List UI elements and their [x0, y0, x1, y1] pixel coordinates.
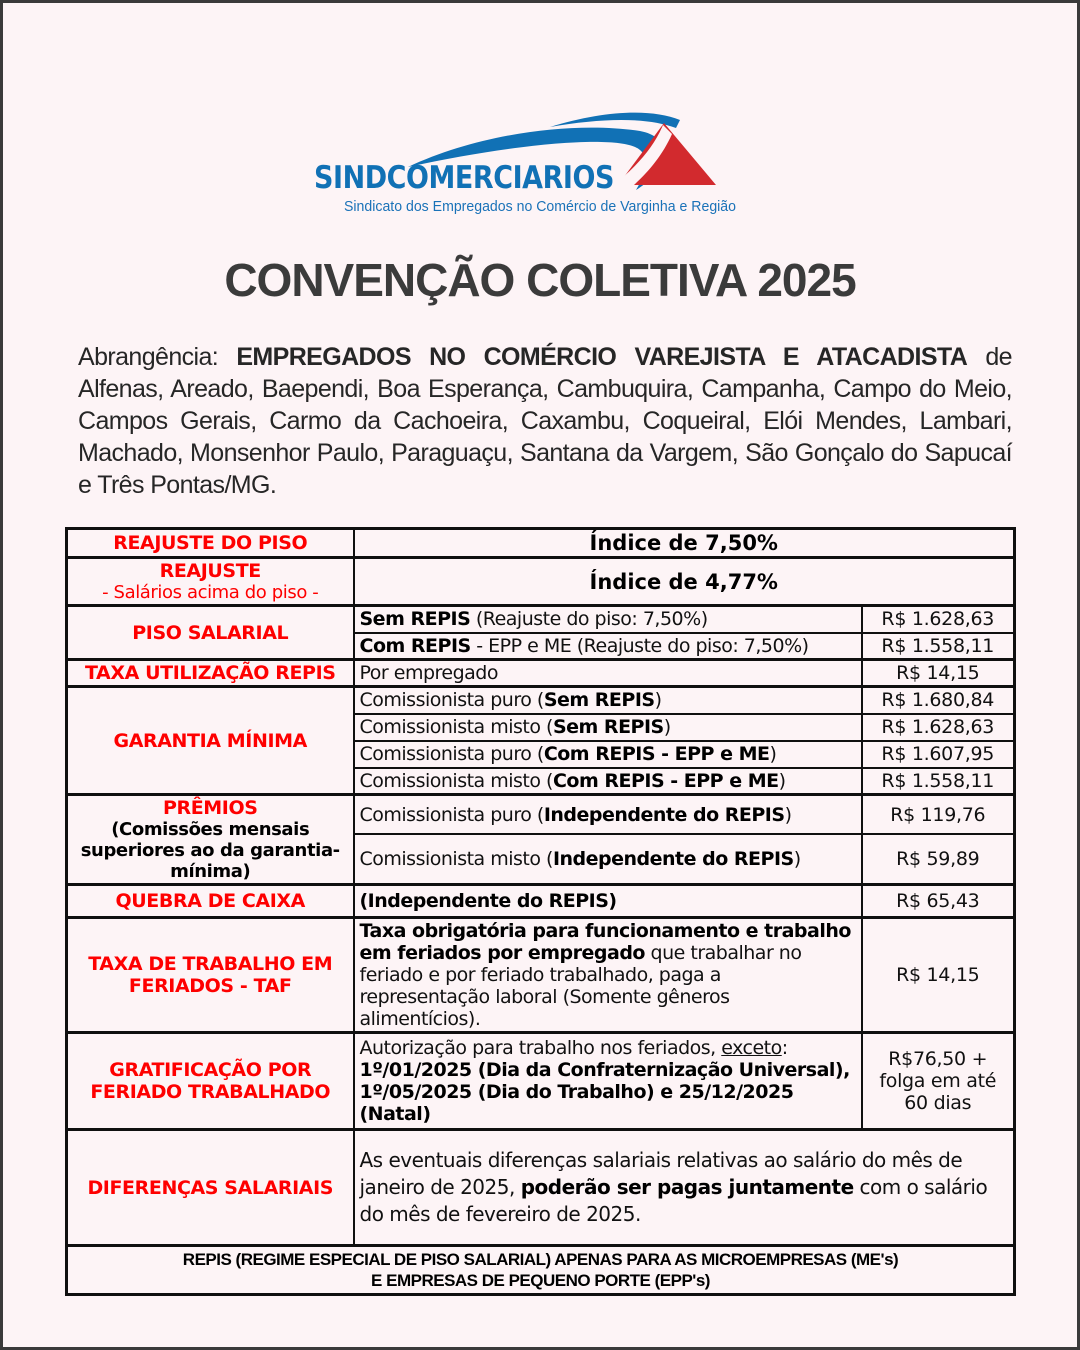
description-cell — [354, 741, 862, 768]
desc-post: ) — [793, 848, 801, 871]
label-cell — [67, 795, 354, 885]
value-cell: R$ 1.558,11 — [862, 768, 1015, 795]
description-cell — [354, 633, 862, 660]
footnote-cell — [67, 1246, 1015, 1295]
label-cell: DIFERENÇAS SALARIAIS — [67, 1130, 354, 1246]
desc-bold: Independente do REPIS — [552, 848, 794, 871]
label-cell: PISO SALARIAL — [67, 606, 354, 660]
desc-pre: Comissionista misto ( — [359, 716, 553, 738]
desc-post: ) — [778, 769, 786, 792]
description-cell: Por empregado — [354, 660, 862, 687]
desc-rest: - EPP e ME (Reajuste do piso: 7,50%) — [470, 634, 809, 657]
logo — [310, 109, 770, 217]
desc-underline: exceto — [721, 1037, 782, 1059]
footnote-line-2: E EMPRESAS DE PEQUENO PORTE (EPP's) — [371, 1271, 710, 1290]
row-premios-1 — [67, 795, 1015, 835]
desc-pre: Comissionista misto ( — [359, 848, 553, 871]
value-cell: Índice de 4,77% — [354, 558, 1015, 606]
desc-bold: Com REPIS - EPP e ME — [552, 769, 779, 792]
description-cell — [354, 714, 862, 741]
label-main: PRÊMIOS — [162, 797, 258, 819]
desc-bold: Com REPIS — [359, 634, 471, 657]
value-cell: R$ 1.680,84 — [862, 687, 1015, 714]
label-cell: TAXA DE TRABALHO EM FERIADOS - TAF — [67, 918, 354, 1033]
label-cell: GARANTIA MÍNIMA — [67, 687, 354, 795]
desc-bold: Sem REPIS — [552, 716, 664, 738]
value-cell: R$ 1.628,63 — [862, 606, 1015, 633]
desc-bold: Sem REPIS — [359, 608, 471, 631]
desc-bold: Sem REPIS — [543, 689, 655, 712]
footnote-line-1: REPIS (REGIME ESPECIAL DE PISO SALARIAL) APENAS PARA AS MICROEMPRESAS (ME's) — [182, 1250, 899, 1269]
desc-pre: As eventuais diferenças salariais relativas ao salário do mês de janeiro de 2025, — [359, 1148, 963, 1199]
description-cell — [354, 1130, 1015, 1246]
row-gratificacao-feriado — [67, 1033, 1015, 1130]
desc-pre: Comissionista puro ( — [359, 803, 544, 826]
agreement-table — [65, 527, 1016, 1296]
row-reajuste-acima-do-piso — [67, 558, 1015, 606]
desc-bold: Independente do REPIS — [543, 803, 785, 826]
description-cell — [354, 1033, 862, 1130]
coverage-scope: EMPREGADOS NO COMÉRCIO VAREJISTA E ATACADISTA — [236, 343, 968, 371]
desc-bold: Taxa obrigatória para funcionamento e trabalho em feriados por empregado — [359, 920, 851, 964]
description-cell — [354, 918, 862, 1033]
coverage-cities: de Alfenas, Areado, Baependi, Boa Esperança, Cambuquira, Campanha, Campo do Meio, Campos Gerais, Carmo da Cachoeira, Caxambu, Coqueiral, Elói Mendes, Lambari, Machado, Monsenhor Paulo, Paraguaçu, Santana da Vargem, São Gonçalo do Sapucaí e Três Pontas/MG. — [78, 343, 1012, 499]
label-cell: QUEBRA DE CAIXA — [67, 885, 354, 918]
desc-post: com o salário do mês de fevereiro de 2025. — [359, 1175, 988, 1226]
row-reajuste-do-piso — [67, 529, 1015, 558]
label-cell: REAJUSTE DO PISO — [67, 529, 354, 558]
page-title: CONVENÇÃO COLETIVA 2025 — [224, 254, 856, 306]
label-cell: TAXA UTILIZAÇÃO REPIS — [67, 660, 354, 687]
label-sub: (Comissões mensais superiores ao da garantia-mínima) — [80, 819, 340, 882]
logo-wordmark: SINDCOMERCIARIOS — [314, 160, 614, 196]
coverage-prefix: Abrangência: — [78, 343, 237, 371]
logo-graphic — [310, 109, 770, 217]
desc-colon: : — [781, 1037, 788, 1059]
desc-post: ) — [784, 803, 792, 826]
value-cell: Índice de 7,50% — [354, 529, 1015, 558]
label-cell — [67, 558, 354, 606]
desc-pre: Autorização para trabalho nos feriados, — [359, 1037, 722, 1059]
description-cell — [354, 687, 862, 714]
row-garantia-1 — [67, 687, 1015, 714]
desc-pre: Comissionista misto ( — [359, 769, 553, 792]
description-cell — [354, 795, 862, 835]
value-cell: R$ 14,15 — [862, 660, 1015, 687]
desc-post: ) — [663, 716, 671, 738]
row-taxa-utilizacao-repis — [67, 660, 1015, 687]
value-cell: R$ 65,43 — [862, 885, 1015, 918]
desc-rest: que trabalhar no feriado e por feriado trabalhado, paga a representação laboral (Somente gêneros alimentícios). — [359, 942, 802, 1030]
desc-post: ) — [769, 743, 777, 765]
desc-rest: (Reajuste do piso: 7,50%) — [470, 608, 708, 631]
desc-bold: Com REPIS - EPP e ME — [543, 743, 770, 765]
coverage-text — [78, 341, 1012, 501]
desc-pre: Comissionista puro ( — [359, 743, 544, 765]
value-cell: R$76,50 + folga em até 60 dias — [862, 1033, 1015, 1130]
row-repis-footnote — [67, 1246, 1015, 1295]
row-piso-sem-repis — [67, 606, 1015, 633]
logo-tagline: Sindicato dos Empregados no Comércio de Varginha e Região — [344, 198, 736, 215]
row-diferencas-salariais — [67, 1130, 1015, 1246]
label-sub: - Salários acima do piso - — [102, 582, 319, 603]
desc-pre: Comissionista puro ( — [359, 689, 544, 712]
value-cell: R$ 1.558,11 — [862, 633, 1015, 660]
description-cell — [354, 834, 862, 884]
label-main: REAJUSTE — [159, 560, 261, 582]
value-cell: R$ 59,89 — [862, 834, 1015, 884]
row-taf — [67, 918, 1015, 1033]
value-cell: R$ 14,15 — [862, 918, 1015, 1033]
desc-bold: poderão ser pagas juntamente — [520, 1175, 854, 1199]
value-cell: R$ 1.628,63 — [862, 714, 1015, 741]
value-cell: R$ 119,76 — [862, 795, 1015, 835]
label-cell: GRATIFICAÇÃO POR FERIADO TRABALHADO — [67, 1033, 354, 1130]
desc-post: ) — [654, 689, 662, 712]
description-cell — [354, 885, 862, 918]
row-quebra-de-caixa — [67, 885, 1015, 918]
value-cell: R$ 1.607,95 — [862, 741, 1015, 768]
description-cell — [354, 606, 862, 633]
desc-bold: (Independente do REPIS) — [359, 890, 617, 912]
desc-bold: 1º/01/2025 (Dia da Confraternização Universal), 1º/05/2025 (Dia do Trabalho) e 25/12/2025 (Natal) — [359, 1059, 850, 1125]
description-cell — [354, 768, 862, 795]
